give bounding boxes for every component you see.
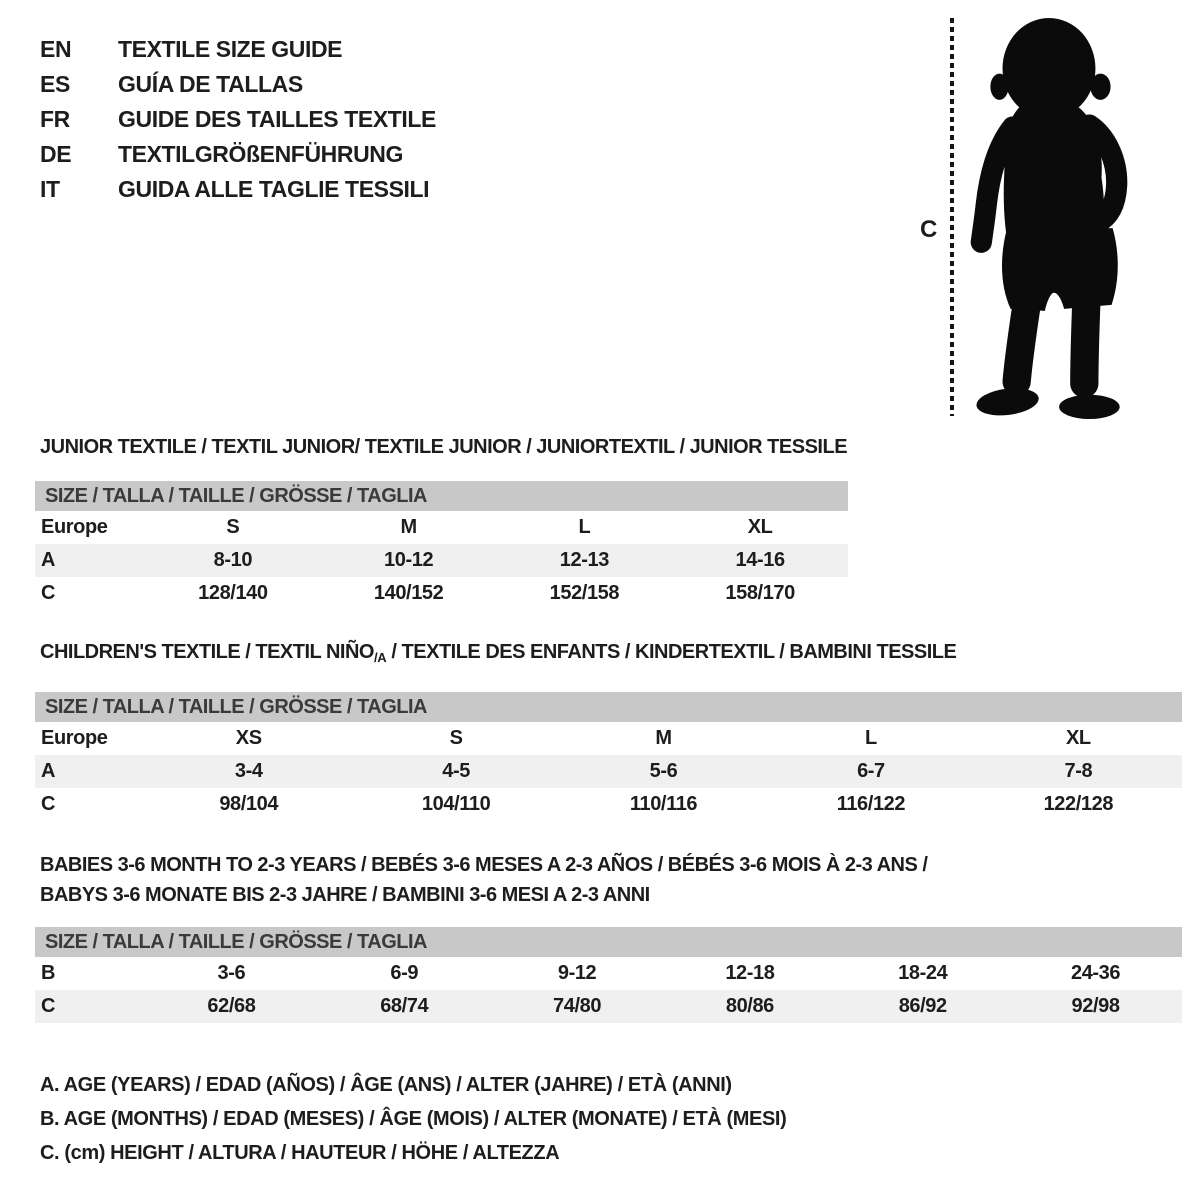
age-cell: 7-8: [1064, 760, 1093, 782]
table-row: [35, 957, 1182, 990]
language-title: TEXTILE SIZE GUIDE: [118, 36, 343, 62]
height-cell: 140/152: [373, 582, 444, 604]
language-row-it: [40, 172, 436, 207]
height-cell: 110/116: [629, 793, 698, 815]
age-cell: 3-4: [234, 760, 263, 782]
language-code: DE: [40, 141, 72, 167]
height-cell: 80/86: [725, 995, 774, 1017]
size-cell: XS: [235, 727, 262, 749]
children-size-table: [35, 692, 1182, 821]
children-size-header: SIZE / TALLA / TAILLE / GRÖSSE / TAGLIA: [35, 692, 1182, 722]
size-cell: S: [449, 727, 463, 749]
table-row: [35, 755, 1182, 788]
language-code: IT: [40, 176, 60, 202]
children-title-sub: /A: [373, 650, 387, 665]
height-measure-dashed-line: [950, 18, 954, 416]
table-row: [35, 990, 1182, 1023]
language-row-es: [40, 67, 436, 102]
size-cell: L: [578, 516, 591, 538]
height-cell: 68/74: [380, 995, 429, 1017]
months-cell: 12-18: [725, 962, 775, 984]
age-cell: 6-7: [857, 760, 885, 782]
note-age-years: A. AGE (YEARS) / EDAD (AÑOS) / ÂGE (ANS) / ALTER (JAHRE) / ETÀ (ANNI): [40, 1074, 732, 1096]
height-cell: 158/170: [725, 582, 795, 604]
size-cell: S: [226, 516, 240, 538]
table-row: [35, 788, 1182, 821]
height-cell: 104/110: [421, 793, 491, 815]
months-cell: 18-24: [898, 962, 948, 984]
toddler-silhouette-icon: [966, 16, 1138, 420]
row-label: Europe: [41, 727, 108, 749]
children-title-prefix: CHILDREN'S TEXTILE / TEXTIL NIÑO: [40, 641, 374, 663]
table-row: [35, 577, 848, 610]
language-row-de: [40, 137, 436, 172]
height-cell: 86/92: [898, 995, 947, 1017]
height-cell: 62/68: [207, 995, 256, 1017]
language-row-fr: [40, 102, 436, 137]
size-cell: XL: [747, 516, 773, 538]
babies-size-header: SIZE / TALLA / TAILLE / GRÖSSE / TAGLIA: [35, 927, 1182, 957]
age-cell: 12-13: [559, 549, 609, 571]
language-code: FR: [40, 106, 70, 132]
height-cell: 74/80: [553, 995, 602, 1017]
language-code: ES: [40, 71, 70, 97]
junior-section-title: JUNIOR TEXTILE / TEXTIL JUNIOR/ TEXTILE JUNIOR / JUNIORTEXTIL / JUNIOR TESSILE: [40, 436, 848, 458]
age-cell: 5-6: [649, 760, 678, 782]
row-label: A: [41, 549, 56, 571]
language-list: [40, 32, 436, 207]
height-cell: 128/140: [198, 582, 268, 604]
height-measure-label: C: [920, 216, 938, 243]
row-label: C: [41, 995, 56, 1017]
size-cell: M: [655, 727, 672, 749]
months-cell: 9-12: [557, 962, 597, 984]
age-cell: 4-5: [442, 760, 470, 782]
children-title-suffix: / TEXTILE DES ENFANTS / KINDERTEXTIL / BAMBINI TESSILE: [386, 641, 957, 663]
babies-section-title-line2: BABYS 3-6 MONATE BIS 2-3 JAHRE / BAMBINI 3-6 MESI A 2-3 ANNI: [40, 884, 650, 906]
row-label: A: [41, 760, 56, 782]
age-cell: 8-10: [213, 549, 253, 571]
table-row: [35, 511, 848, 544]
height-cell: 116/122: [836, 793, 906, 815]
language-title: GUIDE DES TAILLES TEXTILE: [118, 106, 436, 132]
height-cell: 92/98: [1071, 995, 1120, 1017]
junior-size-header: SIZE / TALLA / TAILLE / GRÖSSE / TAGLIA: [35, 481, 848, 511]
language-title: GUIDA ALLE TAGLIE TESSILI: [118, 176, 430, 202]
months-cell: 24-36: [1070, 962, 1121, 984]
size-cell: XL: [1065, 727, 1091, 749]
size-cell: M: [400, 516, 417, 538]
junior-size-table: [35, 481, 848, 610]
language-title: TEXTILGRÖßENFÜHRUNG: [118, 141, 403, 167]
table-row: [35, 544, 848, 577]
note-height-cm: C. (cm) HEIGHT / ALTURA / HAUTEUR / HÖHE / ALTEZZA: [40, 1142, 560, 1164]
note-age-months: B. AGE (MONTHS) / EDAD (MESES) / ÂGE (MOIS) / ALTER (MONATE) / ETÀ (MESI): [40, 1108, 787, 1130]
language-row-en: [40, 32, 436, 67]
babies-size-table: [35, 927, 1182, 1023]
age-cell: 10-12: [384, 549, 434, 571]
language-title: GUÍA DE TALLAS: [118, 71, 303, 97]
height-cell: 152/158: [549, 582, 620, 604]
age-cell: 14-16: [735, 549, 785, 571]
months-cell: 3-6: [217, 962, 246, 984]
children-section-title: [40, 641, 956, 663]
row-label: Europe: [41, 516, 108, 538]
babies-section-title-line1: BABIES 3-6 MONTH TO 2-3 YEARS / BEBÉS 3-6 MESES A 2-3 AÑOS / BÉBÉS 3-6 MOIS À 2-3 ANS /: [40, 854, 928, 876]
language-code: EN: [40, 36, 72, 62]
height-cell: 98/104: [219, 793, 279, 815]
legend-notes: [40, 1068, 786, 1170]
row-label: B: [41, 962, 56, 984]
row-label: C: [41, 582, 56, 604]
height-cell: 122/128: [1043, 793, 1114, 815]
size-cell: L: [865, 727, 877, 749]
months-cell: 6-9: [390, 962, 419, 984]
row-label: C: [41, 793, 56, 815]
table-row: [35, 722, 1182, 755]
